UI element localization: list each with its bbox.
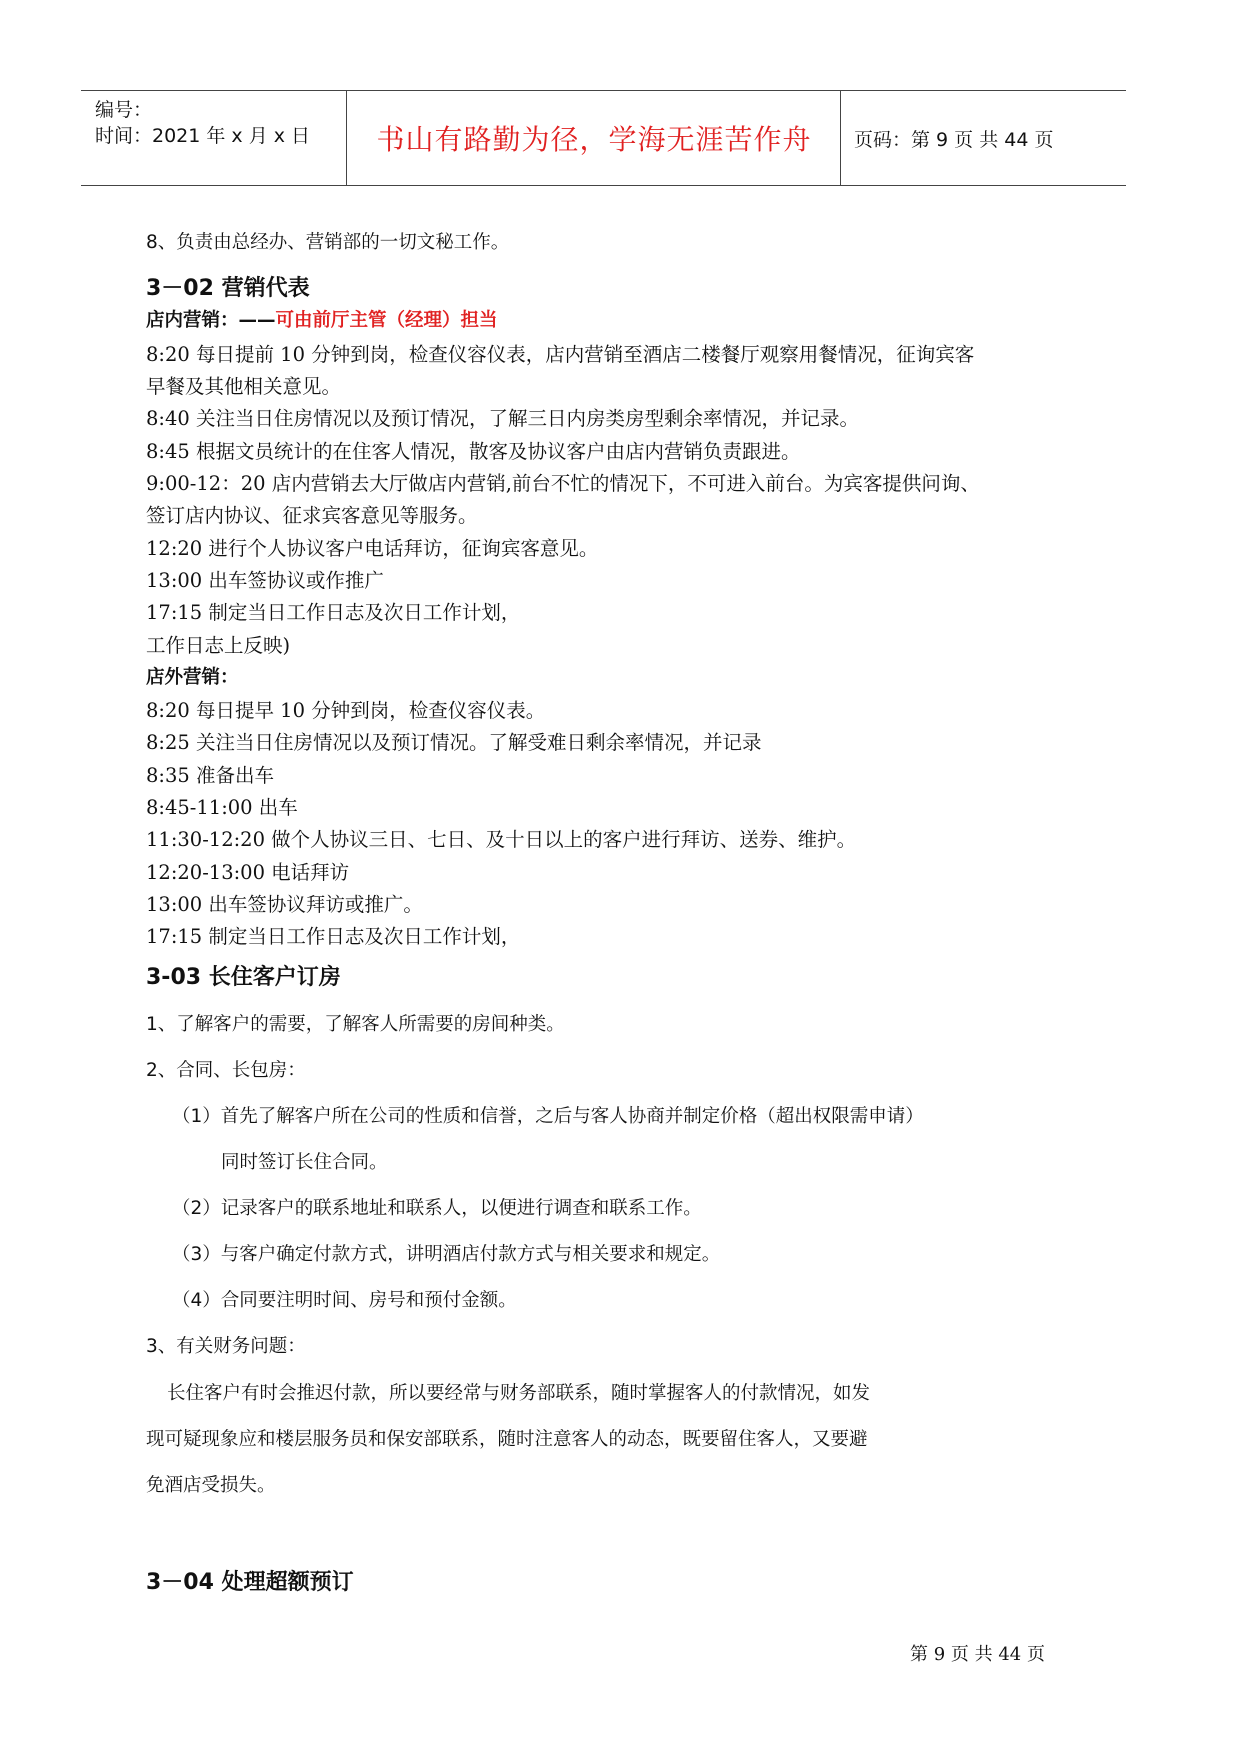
paragraph: 早餐及其他相关意见。 [146,375,342,398]
paragraph: 8:40 关注当日住房情况以及预订情况，了解三日内房类房型剩余率情况，并记录。 [146,407,859,430]
paragraph: 8:25 关注当日住房情况以及预订情况。了解受难日剩余率情况，并记录 [146,731,762,754]
paragraph: 工作日志上反映) [146,634,291,657]
header-meta-cell [81,91,347,185]
section-heading: 3－02 营销代表 [146,276,310,301]
paragraph: 免酒店受损失。 [146,1475,276,1496]
page-footer: 第 9 页 共 44 页 [910,1644,1045,1665]
paragraph: 13:00 出车签协议拜访或推广。 [146,893,423,916]
list-item: （2）记录客户的联系地址和联系人，以便进行调查和联系工作。 [172,1198,702,1219]
paragraph: 长住客户有时会推迟付款，所以要经常与财务部联系，随时掌握客人的付款情况，如发 [167,1383,871,1404]
paragraph: 17:15 制定当日工作日志及次日工作计划， [146,601,521,624]
subheading-note: 可由前厅主管（经理）担当 [275,310,498,331]
header-page-cell [842,91,1126,185]
list-item-continuation: 同时签订长住合同。 [221,1152,388,1173]
paragraph: 11:30-12:20 做个人协议三日、七日、及十日以上的客户进行拜访、送券、维护。 [146,828,857,851]
paragraph: 8、负责由总经办、营销部的一切文秘工作。 [146,232,510,253]
list-item: （1）首先了解客户所在公司的性质和信誉，之后与客人协商并制定价格（超出权限需申请） [172,1106,924,1127]
list-item: （4）合同要注明时间、房号和预付金额。 [172,1290,517,1311]
document-header [81,90,1126,186]
list-item: （3）与客户确定付款方式，讲明酒店付款方式与相关要求和规定。 [172,1244,721,1265]
paragraph: 17:15 制定当日工作日志及次日工作计划， [146,925,521,948]
time-label: 时间：2021 年 x 月 x 日 [95,125,311,147]
paragraph: 9:00-12：20 店内营销去大厅做店内营销,前台不忙的情况下，不可进入前台。为宾客提供问询、 [146,472,980,495]
paragraph: 8:20 每日提早 10 分钟到岗，检查仪容仪表。 [146,699,546,722]
number-label: 编号： [95,99,153,121]
subheading-outstore: 店外营销： [146,667,239,688]
paragraph: 13:00 出车签协议或作推广 [146,569,384,592]
paragraph: 8:35 准备出车 [146,764,274,787]
subheading-label: 店内营销：—— [146,310,276,331]
header-motto-cell [348,91,841,185]
paragraph: 8:45-11:00 出车 [146,796,298,819]
paragraph: 1、了解客户的需要，了解客人所需要的房间种类。 [146,1014,565,1035]
paragraph: 签订店内协议、征求宾客意见等服务。 [146,504,478,527]
paragraph: 12:20-13:00 电话拜访 [146,861,350,884]
section-heading: 3-03 长住客户订房 [146,965,341,990]
paragraph: 8:45 根据文员统计的在住客人情况，散客及协议客户由店内营销负责跟进。 [146,440,801,463]
page-info: 页码：第 9 页 共 44 页 [854,128,1054,151]
paragraph: 12:20 进行个人协议客户电话拜访，征询宾客意见。 [146,537,599,560]
paragraph: 现可疑现象应和楼层服务员和保安部联系，随时注意客人的动态，既要留住客人，又要避 [146,1429,868,1450]
subheading-instore [146,306,498,332]
section-heading: 3－04 处理超额预订 [146,1570,354,1595]
paragraph: 2、合同、长包房： [146,1060,306,1081]
paragraph: 3、有关财务问题： [146,1336,306,1357]
motto-text: 书山有路勤为径，学海无涯苦作舟 [376,123,812,156]
paragraph: 8:20 每日提前 10 分钟到岗，检查仪容仪表，店内营销至酒店二楼餐厅观察用餐情况，征询宾客 [146,343,975,366]
